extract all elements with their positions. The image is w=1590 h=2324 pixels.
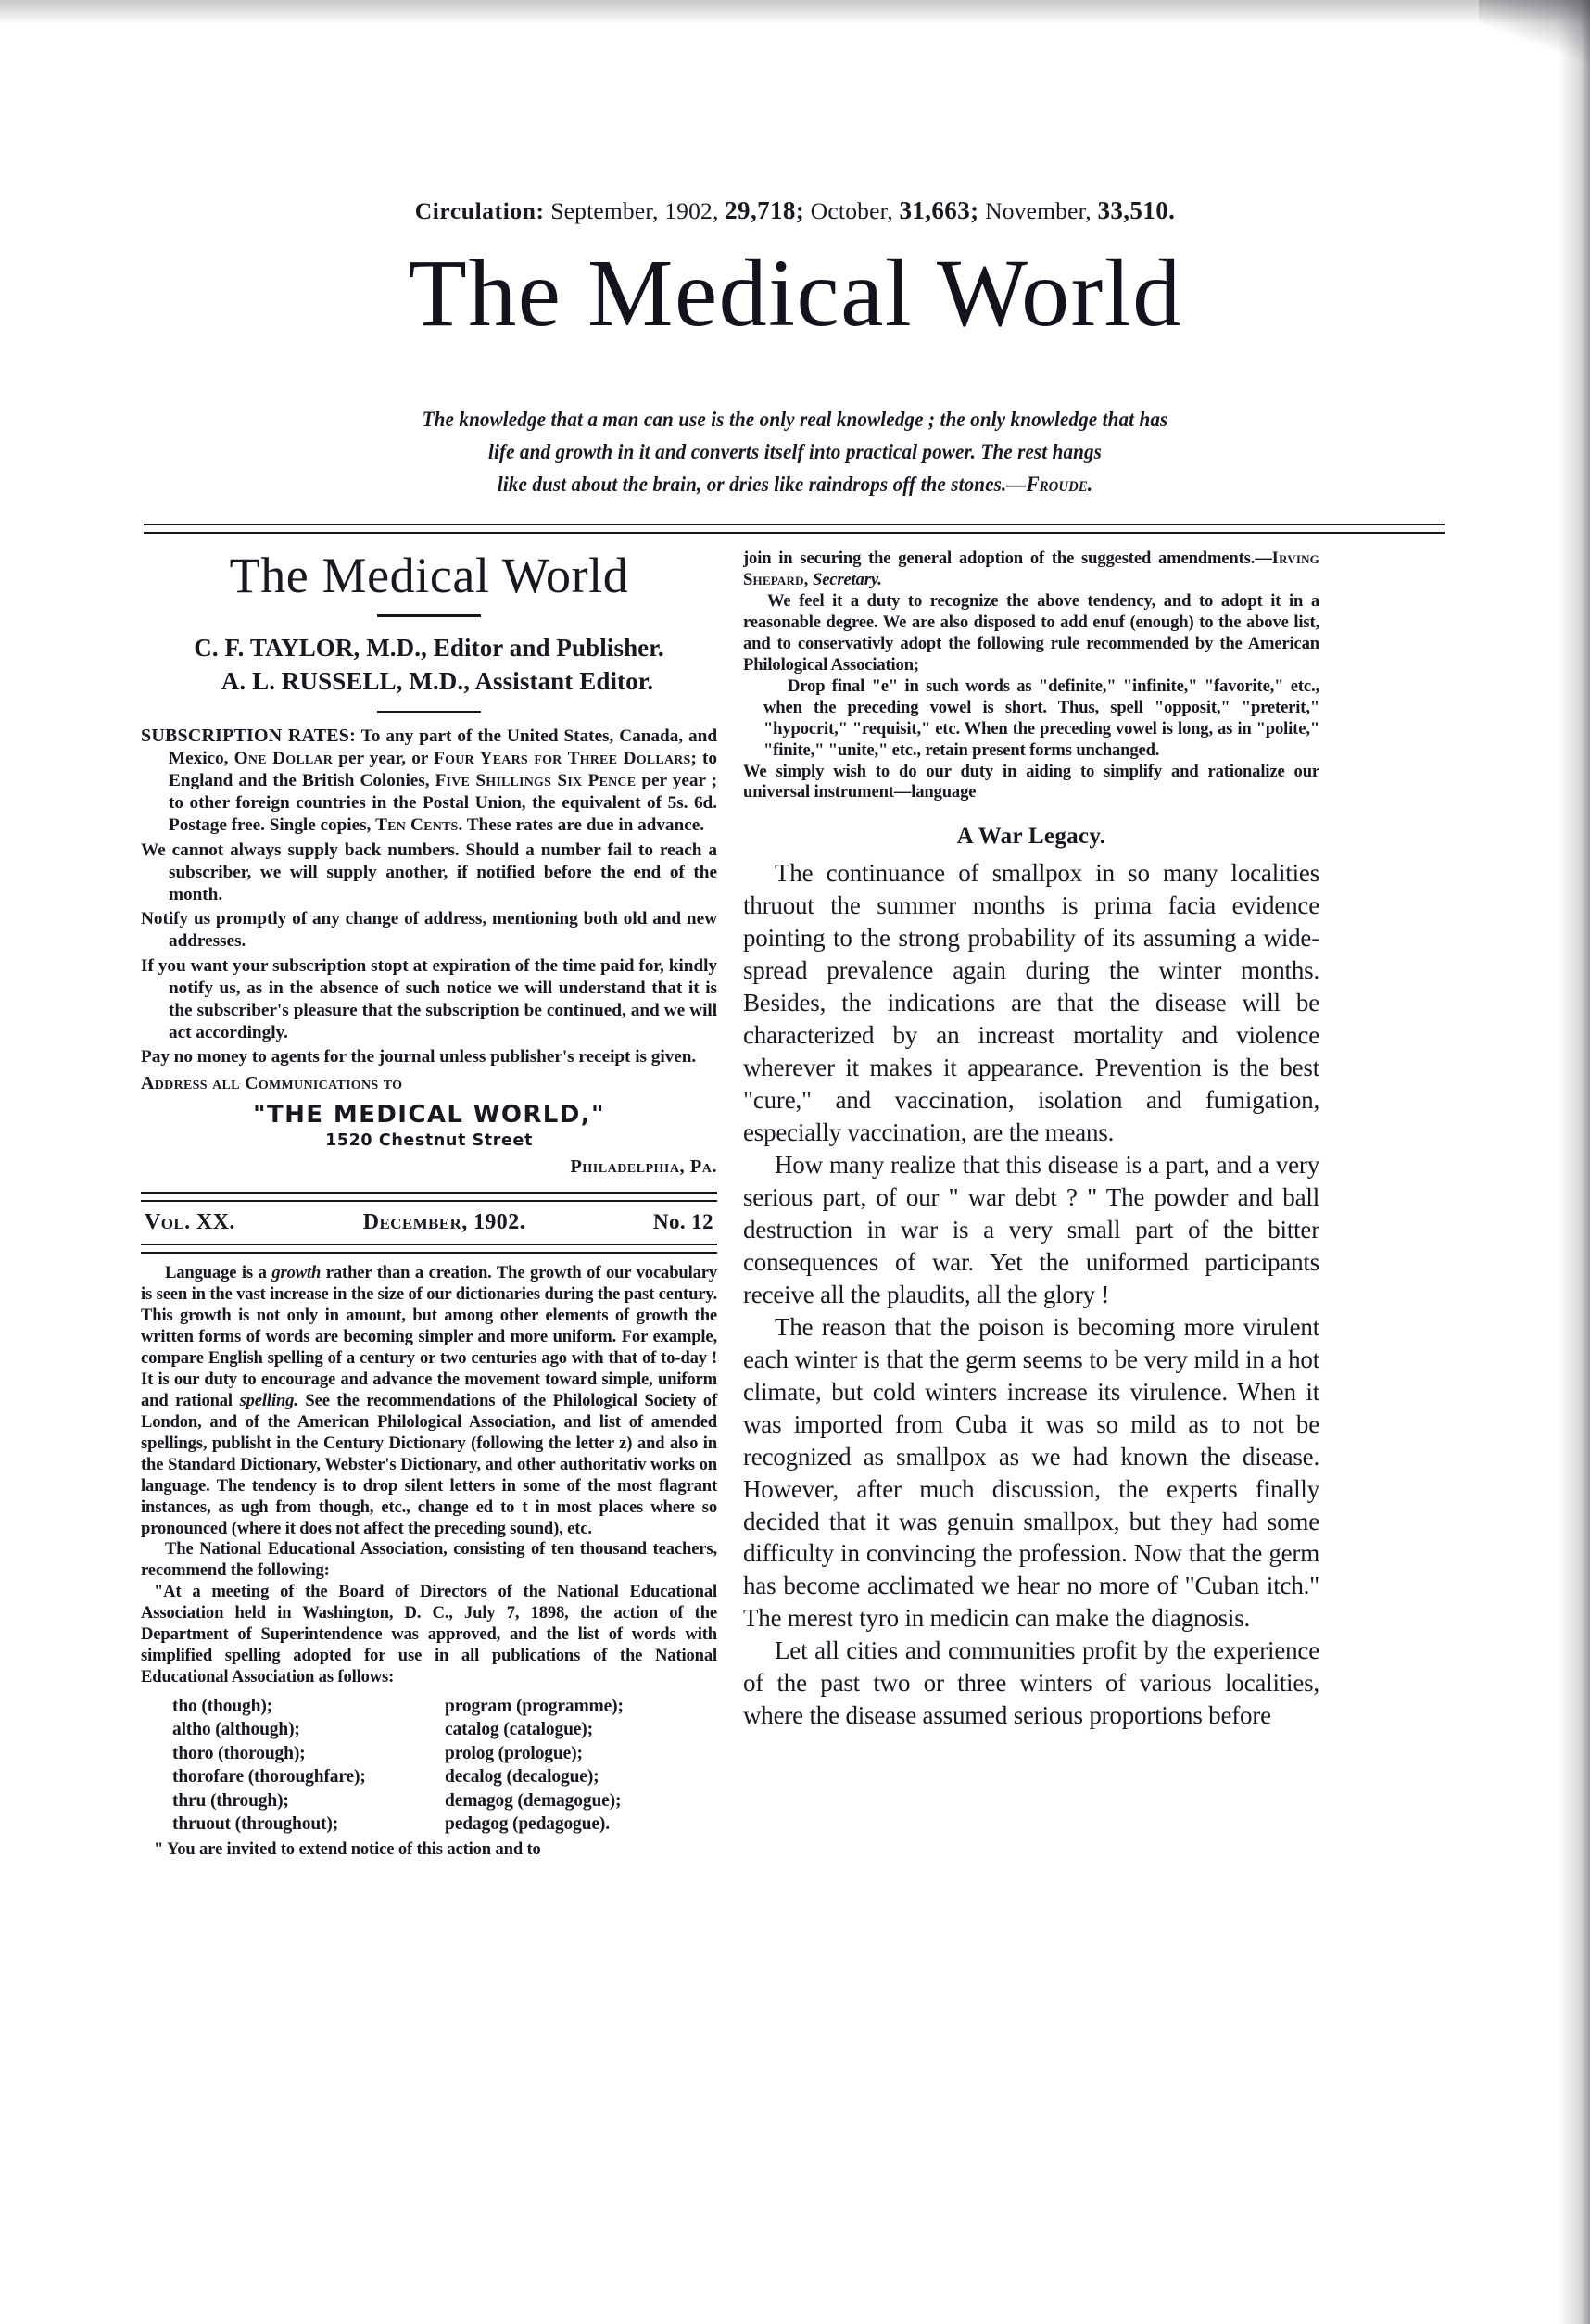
list-item: thru (through); bbox=[172, 1790, 289, 1811]
right-column bbox=[743, 549, 1319, 1732]
volume-top-rule bbox=[141, 1192, 717, 1202]
volume-issue-line bbox=[141, 1202, 717, 1244]
subscription-change-address: Notify us promptly of any change of address, mentioning both old and new addresses. bbox=[141, 909, 717, 952]
spelling-continued-block bbox=[743, 549, 1319, 803]
circulation-october-label: October, bbox=[810, 197, 893, 224]
list-item: thruout (throughout); bbox=[172, 1813, 339, 1834]
language-paragraph-4: " You are invited to extend notice of this action and to bbox=[154, 1839, 541, 1860]
volume-number: Vol. XX. bbox=[145, 1210, 235, 1235]
list-item: catalog (catalogue); bbox=[445, 1720, 593, 1740]
simplify-closing-paragraph: We simply wish to do our duty in aiding to simplify and rationalize our universal instrument—language bbox=[743, 761, 1319, 802]
subscription-rates-label: SUBSCRIPTION RATES: bbox=[141, 725, 356, 746]
assistant-editor-line: A. L. RUSSELL, M.D., Assistant Editor. bbox=[221, 667, 654, 696]
war-legacy-paragraph-4: Let all cities and communities profit by the experience of the past two or three winters of various localities, where the disease assumed serious proportions before bbox=[743, 1636, 1319, 1730]
publisher-address-city: Philadelphia, Pa. bbox=[570, 1156, 717, 1178]
list-item: decalog (decalogue); bbox=[445, 1767, 599, 1787]
subscription-block bbox=[141, 725, 717, 1180]
war-legacy-paragraph-3: The reason that the poison is becoming more virulent each winter is that the germ seems to be very mild in a hot climate, but cold winters increase its virulence. When it was imported from Cuba it was so mild as to not be recognized as smallpox as we had known the disease. However, after much discussion, the experts finally decided that it was genuin smallpox, but they had some difficulty in convincing the profession. Now that the germ has become acclimated we hear no more of "Cuban itch." The merest tyro in medicin can make the diagnosis. bbox=[743, 1312, 1319, 1633]
list-item: pedagog (pedagogue). bbox=[445, 1813, 610, 1834]
masthead-divider-rule bbox=[144, 524, 1445, 534]
editor-separator-rule bbox=[377, 711, 481, 713]
language-paragraph-3: "At a meeting of the Board of Directors of the National Educational Association held in Washington, D. C., July 7, 1898, the action of the Department of Superintendence was approved, and the list of words with simplified spelling adopted for use in all publications of the National Educational Association as follows: bbox=[141, 1582, 717, 1687]
publisher-address-name: "THE MEDICAL WORLD," bbox=[253, 1100, 605, 1129]
duty-paragraph: We feel it a duty to recognize the above tendency, and to adopt it in a reasonable degree. We are also disposed to add enuf (enough) to the above list, and to conservativly adopt the following rule recommended by the American Philological Association; bbox=[743, 590, 1319, 675]
language-paragraph-2: The National Educational Association, consisting of ten thousand teachers, recommend the following: bbox=[141, 1539, 717, 1581]
column-masthead-title: The Medical World bbox=[229, 548, 629, 603]
circulation-line bbox=[0, 196, 1590, 225]
article-heading-war-legacy: A War Legacy. bbox=[956, 824, 1106, 850]
circulation-september-number: 29,718; bbox=[725, 196, 805, 224]
issue-date: December, 1902. bbox=[362, 1210, 526, 1235]
circulation-label: Circulation: bbox=[414, 197, 545, 224]
list-item: altho (although); bbox=[172, 1720, 300, 1740]
list-item: tho (though); bbox=[172, 1697, 273, 1717]
circulation-november-number: 33,510. bbox=[1097, 196, 1176, 224]
epigraph-source: Froude. bbox=[1026, 472, 1093, 496]
list-item: program (programme); bbox=[445, 1697, 624, 1717]
epigraph bbox=[64, 404, 1527, 501]
issue-number: No. 12 bbox=[652, 1210, 713, 1234]
masthead-title: The Medical World bbox=[408, 240, 1182, 347]
circulation-september: September, 1902, bbox=[550, 197, 719, 224]
epigraph-line-2: life and growth in it and converts itself into practical power. The rest hangs bbox=[487, 439, 1103, 463]
epigraph-line-1: The knowledge that a man can use is the only real knowledge ; the only knowledge that has bbox=[422, 408, 1168, 431]
scan-shadow-top bbox=[0, 0, 1590, 24]
war-legacy-paragraph-1: The continuance of smallpox in so many localities thruout the summer months is prima facia evidence pointing to the strong probability of its assuming a wide-spread prevalence again during the winter months. Besides, the indications are that the disease will be characterized by an increast mortality and violence wherever it makes it appearance. Prevention is the best "cure," and vaccination, isolation and fumigation, especially vaccination, are the means. bbox=[743, 859, 1319, 1147]
drop-final-e-rule: Drop final "e" in such words as "definite," "infinite," "favorite," etc., when the preceding vowel is short. Thus, spell "opposit," "preterit," "hypocrit," "requisit," etc. When the preceding vowel is long, as in "polite," "finite," "unite," etc., retain present forms unchanged. bbox=[763, 676, 1319, 760]
subscription-rates-paragraph: SUBSCRIPTION RATES: To any part of the United States, Canada, and Mexico, One Dollar per year, or Four Years for Three Dollars; to England and the British Colonies, Five Shillings Six Pence per year ; to other foreign countries in the Postal Union, the equivalent of 5s. 6d. Postage free. Single copies, Ten Cents. These rates are due in advance. bbox=[141, 725, 718, 836]
left-column bbox=[141, 549, 717, 1861]
war-legacy-paragraph-2: How many realize that this disease is a part, and a very serious part, of our " war debt ? " The powder and ball destruction in war is a very small part of the bitter consequences of war. Yet the uniformed participants receive all the plaudits, all the glory ! bbox=[743, 1151, 1319, 1308]
epigraph-line-3: like dust about the brain, or dries like raindrops off the stones.—Froude. bbox=[497, 472, 1093, 496]
spelling-list-right bbox=[445, 1695, 717, 1836]
list-item: thorofare (thoroughfare); bbox=[172, 1767, 366, 1787]
scan-corner-shadow bbox=[1479, 0, 1590, 65]
language-article bbox=[141, 1263, 717, 1861]
continued-paragraph: join in securing the general adoption of the suggested amendments.—Irving Shepard, Secretary. bbox=[743, 549, 1319, 589]
list-item: thoro (thorough); bbox=[172, 1743, 306, 1763]
spelling-list-left bbox=[172, 1695, 445, 1836]
editor-publisher-line: C. F. TAYLOR, M.D., Editor and Publisher. bbox=[194, 634, 664, 663]
list-item: demagog (demagogue); bbox=[445, 1790, 622, 1811]
subscription-stop-notice: If you want your subscription stopt at expiration of the time paid for, kindly notify us, as in the absence of such notice we will understand that it is the subscriber's pleasure that the subscription be continued, and we will act accordingly. bbox=[141, 955, 717, 1043]
simplified-spelling-list bbox=[141, 1695, 717, 1836]
volume-bottom-rule bbox=[141, 1244, 717, 1254]
language-paragraph-1: Language is a growth rather than a creation. The growth of our vocabulary is seen in the vast increase in the size of our dictionaries during the past century. This growth is not only in amount, but among other elements of growth the written forms of words are becoming simpler and more uniform. For example, compare English spelling of a century or two centuries ago with that of to-day ! It is our duty to encourage and advance the movement toward simple, uniform and rational spelling. See the recommendations of the Philological Society of London, and of the American Philological Association, and list of amended spellings, publisht in the Century Dictionary (following the letter z) and also in the Standard Dictionary, Webster's Dictionary, and other authoritativ works on language. The tendency is to drop silent letters in some of the most flagrant instances, as ugh from though, etc., change ed to t in most places where so pronounced (where it does not affect the preceding sound), etc. bbox=[141, 1263, 717, 1538]
circulation-november-label: November, bbox=[985, 197, 1092, 224]
war-legacy-article-body bbox=[743, 857, 1319, 1732]
title-underline-rule bbox=[377, 614, 481, 617]
publisher-address-street: 1520 Chestnut Street bbox=[325, 1131, 533, 1151]
list-item: prolog (prologue); bbox=[445, 1743, 583, 1763]
subscription-back-numbers: We cannot always supply back numbers. Should a number fail to reach a subscriber, we will supply another, if notified before the end of the month. bbox=[141, 840, 717, 905]
circulation-october-number: 31,663; bbox=[899, 196, 979, 224]
subscription-agents-notice: Pay no money to agents for the journal unless publisher's receipt is given. bbox=[141, 1047, 697, 1067]
address-communications-label: Address all Communications to bbox=[141, 1072, 403, 1093]
